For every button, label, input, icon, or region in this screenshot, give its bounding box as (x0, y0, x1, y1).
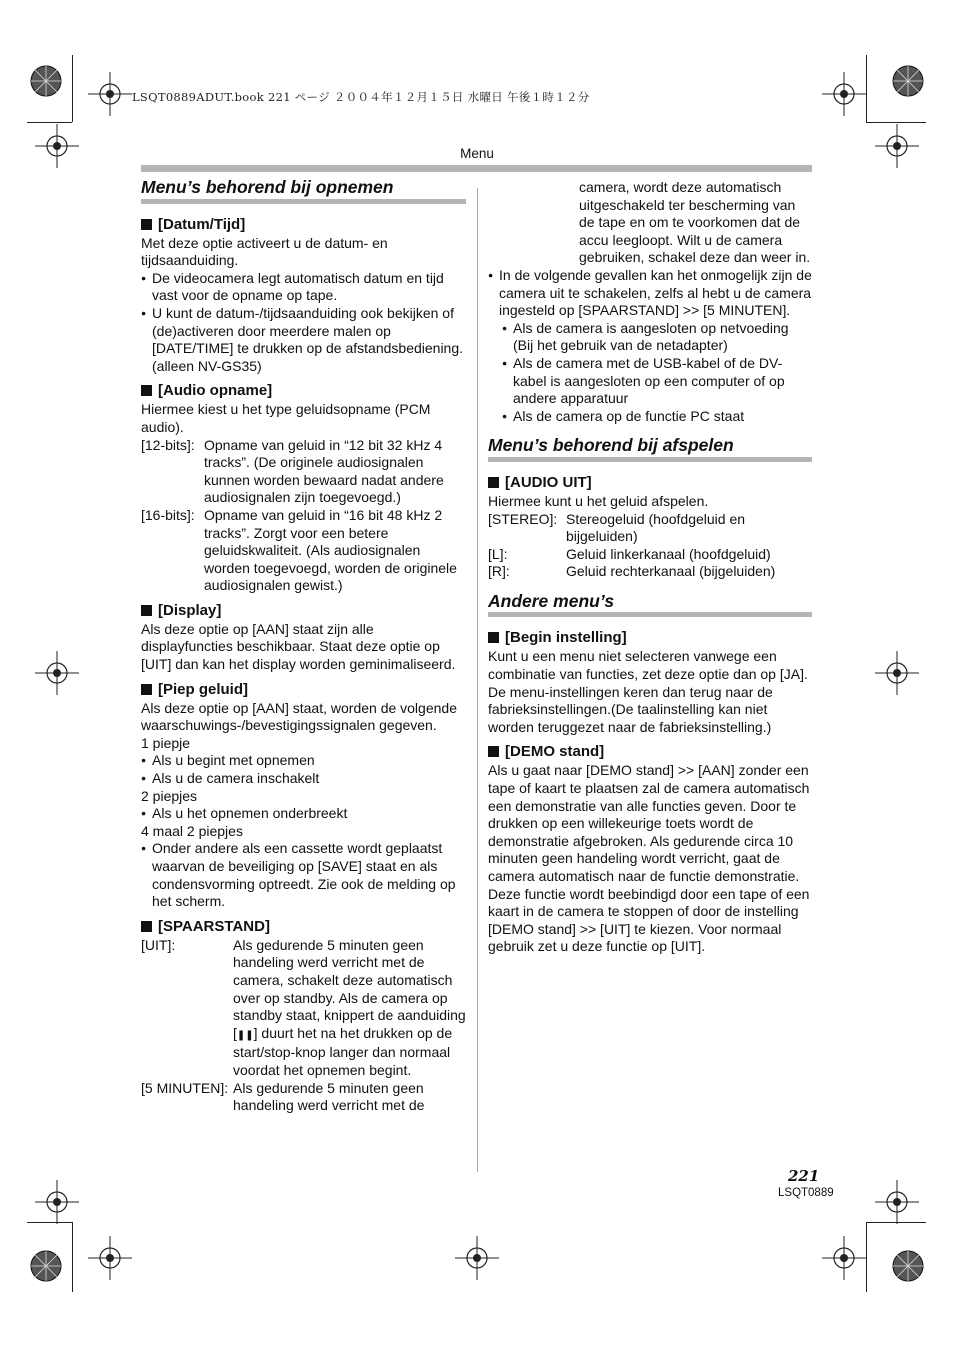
crop-line (72, 55, 73, 122)
option-desc: Als gedurende 5 minuten geen handeling werd verricht met de (233, 1079, 425, 1114)
section-title-recording: Menu’s behorend bij opnemen (141, 177, 394, 197)
option-desc: Geluid rechterkanaal (bijgeluiden) (566, 563, 776, 580)
crop-line (866, 55, 867, 122)
registration-mark-icon (875, 1180, 919, 1224)
page-number: 221 (788, 1167, 820, 1185)
spaar-continued: camera, wordt deze automatisch uitgeschakeld ter bescherming van de tape en om te voorkomen dat de accu leegloopt. Wilt u de camera gebruiken, schakel deze dan weer in. (579, 179, 811, 266)
registration-mark-icon (35, 651, 79, 695)
square-bullet-icon (488, 632, 499, 643)
audio-uit-option (488, 511, 812, 546)
section-title-playback: Menu’s behorend bij afspelen (488, 435, 734, 456)
piep-bullet: ● Als u begint met opnemen (141, 752, 466, 770)
note-bullet: ● Als de camera is aangesloten op netvoeding (Bij het gebruik van de netadapter) (502, 320, 812, 355)
crop-line (866, 122, 926, 123)
piep-one: 1 piepje (141, 734, 191, 751)
registration-mark-icon (822, 72, 866, 116)
heading-spaar: [SPAARSTAND] (141, 918, 466, 936)
square-bullet-icon (141, 921, 152, 932)
audio-uit-option (488, 563, 812, 581)
option-desc: Opname van geluid in “12 bit 32 kHz 4 tracks”. (De originele audiosignalen kunnen worden bewaard nadat andere audiosignalen zijn toegevoegd.) (204, 436, 444, 506)
square-bullet-icon (488, 477, 499, 488)
crop-line (72, 1222, 73, 1292)
heading-begin: [Begin instelling] (488, 629, 812, 647)
left-column (141, 179, 466, 1115)
audio-uit-option (488, 546, 812, 564)
heading-display: [Display] (141, 602, 466, 620)
crop-line (27, 122, 72, 123)
heading-demo: [DEMO stand] (488, 743, 812, 761)
option-term: [5 MINUTEN]: (141, 1079, 229, 1096)
crop-line (27, 1222, 72, 1223)
option-desc: Stereogeluid (hoofdgeluid en bijgeluiden) (566, 510, 746, 545)
running-title: Menu (460, 146, 494, 161)
option-desc: Geluid linkerkanaal (hoofdgeluid) (566, 545, 771, 562)
section-rule (488, 457, 812, 462)
audio-uit-intro: Hiermee kunt u het geluid afspelen. (488, 492, 709, 509)
star-target-icon (30, 65, 62, 97)
heading-datum: [Datum/Tijd] (141, 216, 466, 234)
crop-line (866, 1222, 867, 1292)
heading-piep: [Piep geluid] (141, 681, 466, 699)
registration-mark-icon (88, 72, 132, 116)
registration-mark-icon (875, 651, 919, 695)
piep-intro: Als deze optie op [AAN] staat, worden de volgende waarschuwings-/bevestigingssignalen gegeven. (141, 699, 457, 734)
registration-mark-icon (35, 124, 79, 168)
spaar-option-5min (141, 1080, 466, 1115)
option-term: [L]: (488, 545, 508, 562)
registration-mark-icon (822, 1236, 866, 1280)
square-bullet-icon (141, 684, 152, 695)
star-target-icon (30, 1250, 62, 1282)
registration-mark-icon (88, 1236, 132, 1280)
pause-icon: ❚❚ (236, 1029, 254, 1041)
note-bullet: ● Als de camera met de USB-kabel of de DV-kabel is aangesloten op een computer of op andere apparatuur (502, 355, 812, 408)
datum-intro: Met deze optie activeert u de datum- en tijdsaanduiding. (141, 234, 388, 269)
datum-bullet: ● De videocamera legt automatisch datum en tijd vast voor de opname op tape. (141, 270, 466, 305)
crop-line (866, 1222, 926, 1223)
section-rule (141, 199, 466, 204)
spaar-note: ● In de volgende gevallen kan het onmogelijk zijn de camera uit te schakelen, zelfs al hebt u de camera ingesteld op [SPAARSTAND] >> [5 MINUTEN]. (488, 267, 812, 320)
audio-intro: Hiermee kiest u het type geluidsopname (PCM audio). (141, 401, 431, 435)
display-text: Als deze optie op [AAN] staat zijn alle displayfuncties beschikbaar. Staat deze optie op [UIT] dan kan het display worden geminimaliseerd. (141, 620, 456, 673)
heading-audio-uit: [AUDIO UIT] (488, 474, 812, 492)
registration-mark-icon (455, 1236, 499, 1280)
right-column (488, 179, 812, 956)
star-target-icon (892, 65, 924, 97)
star-target-icon (892, 1250, 924, 1282)
piep-bullet: ● Als u de camera inschakelt (141, 770, 466, 788)
registration-mark-icon (35, 1180, 79, 1224)
option-term: [UIT]: (141, 936, 176, 953)
spaar-option-uit (141, 937, 466, 1080)
heading-audio: [Audio opname] (141, 382, 466, 400)
spaar-note-list (488, 320, 812, 426)
option-term: [12-bits]: (141, 436, 195, 453)
document-code: LSQT0889 (778, 1187, 834, 1199)
begin-text: Kunt u een menu niet selecteren vanwege een combinatie van functies, zet deze optie dan op [JA]. De menu-instellingen keren dan terug naar de fabrieksinstellingen.(De taalinstelling kan niet worden teruggezet naar de fabrieksinstelling.) (488, 648, 808, 735)
print-header: LSQT0889ADUT.book 221 ページ ２００４年１２月１５日 水曜日 午後１時１２分 (132, 90, 590, 104)
registration-mark-icon (875, 124, 919, 168)
audio-option-16bit (141, 507, 466, 595)
option-desc: Opname van geluid in “16 bit 48 kHz 2 tracks”. Zorgt voor een betere geluidskwaliteit. (Als audiosignalen worden toegevoegd, worden de originele audiosignalen gewist.) (204, 506, 457, 594)
piep-two: 2 piepjes (141, 787, 198, 804)
note-bullet: ● Als de camera op de functie PC staat (502, 408, 812, 426)
option-desc: Als gedurende 5 minuten geen handeling werd verricht met de camera, schakelt deze automatisch over op standby. Als de camera op standby staat, knippert de aanduiding [❚❚] duurt het na het drukken op de start/stop-knop langer dan normaal voordat het opnemen begint. (233, 936, 466, 1078)
square-bullet-icon (141, 219, 152, 230)
piep-four: 4 maal 2 piepjes (141, 822, 243, 839)
demo-text: Als u gaat naar [DEMO stand] >> [AAN] zonder een tape of kaart te plaatsen zal de camera automatisch een demonstratie van alle functies geven. Door te drukken op een willekeurige toets wordt de demonstratie afgebroken. Als gedurende circa 10 minuten geen handeling wordt verricht, gaat de camera automatisch naar de functie demonstratie. Deze functie wordt beebindigd door een tape of een kaart in de camera te stoppen of door de instelling [DEMO stand] >> [UIT] te kiezen. Voor normaal gebruik zet u deze functie op [UIT]. (488, 762, 810, 955)
audio-option-12bit (141, 437, 466, 507)
square-bullet-icon (141, 605, 152, 616)
option-term: [STEREO]: (488, 510, 558, 527)
section-title-other: Andere menu’s (488, 590, 615, 611)
option-term: [16-bits]: (141, 506, 195, 523)
column-divider (477, 188, 478, 1172)
piep-bullet: ● Onder andere als een cassette wordt geplaatst waarvan de beveiliging op [SAVE] staat en als condensvorming optreedt. Zie ook de melding op het scherm. (141, 840, 466, 910)
option-term: [R]: (488, 563, 510, 580)
section-rule (488, 612, 812, 617)
square-bullet-icon (488, 746, 499, 757)
top-rule (141, 165, 812, 172)
piep-bullet: ● Als u het opnemen onderbreekt (141, 805, 466, 823)
datum-bullet: ● U kunt de datum-/tijdsaanduiding ook bekijken of (de)activeren door meerdere malen op [DATE/TIME] te drukken op de afstandsbediening. (alleen NV-GS35) (141, 305, 466, 375)
square-bullet-icon (141, 385, 152, 396)
